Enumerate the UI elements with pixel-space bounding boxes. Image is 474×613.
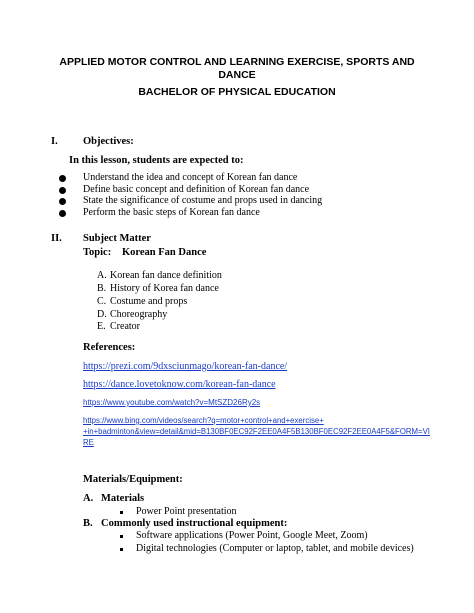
bullet-dot-icon (59, 210, 66, 217)
subject-item: History of Korea fan dance (110, 283, 219, 294)
reference-link-prezi[interactable]: https://prezi.com/9dxsciunmago/korean-fan-dance/ (83, 361, 288, 372)
bullet-square-icon (120, 535, 123, 538)
equipment-item: Software applications (Power Point, Google Meet, Zoom) (136, 530, 368, 541)
materials-b-heading: Commonly used instructional equipment: (101, 518, 288, 529)
objective-item: Define basic concept and definition of Korean fan dance (83, 184, 310, 195)
reference-link-bing-line-3[interactable]: RE (83, 438, 94, 447)
subject-item-letter: B. (97, 283, 107, 294)
subject-item-letter: A. (97, 270, 107, 281)
objective-item: State the significance of costume and props used in dancing (83, 195, 323, 206)
section-1-numeral: I. (51, 136, 58, 147)
section-2-numeral: II. (51, 233, 62, 244)
materials-a-heading: Materials (101, 493, 145, 504)
objective-item: Perform the basic steps of Korean fan dance (83, 207, 260, 218)
objective-item: Understand the idea and concept of Korean fan dance (83, 172, 298, 183)
materials-a-letter: A. (83, 493, 94, 504)
materials-b-letter: B. (83, 518, 93, 529)
reference-link-youtube[interactable]: https://www.youtube.com/watch?v=MtSZD26Ry2s (83, 398, 261, 407)
objectives-intro: In this lesson, students are expected to: (69, 155, 244, 166)
subject-item: Korean fan dance definition (110, 270, 222, 281)
bullet-dot-icon (59, 198, 66, 205)
bullet-square-icon (120, 548, 123, 551)
subject-item: Creator (110, 321, 140, 332)
subject-item-letter: D. (97, 309, 107, 320)
topic-label: Topic: (83, 247, 112, 258)
document-title-line-2: DANCE (218, 69, 256, 81)
bullet-square-icon (120, 511, 123, 514)
material-item: Power Point presentation (136, 506, 237, 517)
subject-item: Costume and props (110, 296, 188, 307)
bullet-dot-icon (59, 175, 66, 182)
objectives-heading: Objectives: (83, 136, 134, 147)
reference-link-lovetoknow[interactable]: https://dance.lovetoknow.com/korean-fan-dance (83, 379, 276, 390)
subject-item-letter: E. (97, 321, 106, 332)
bullet-dot-icon (59, 187, 66, 194)
subject-item: Choreography (110, 309, 168, 320)
references-heading: References: (83, 342, 136, 353)
materials-heading: Materials/Equipment: (83, 474, 183, 485)
reference-link-bing-line-2[interactable]: +in+badminton&view=detail&mid=B130BF0EC92F2EE0A4F5B130BF0EC92F2EE0A4F5&FORM=VI (83, 427, 430, 436)
document-subtitle: BACHELOR OF PHYSICAL EDUCATION (138, 86, 336, 98)
subject-item-letter: C. (97, 296, 107, 307)
topic-value: Korean Fan Dance (122, 247, 207, 258)
document-title-line-1: APPLIED MOTOR CONTROL AND LEARNING EXERCISE, SPORTS AND (59, 56, 415, 68)
subject-matter-heading: Subject Matter (83, 233, 151, 244)
equipment-item: Digital technologies (Computer or laptop, tablet, and mobile devices) (136, 543, 414, 554)
reference-link-bing-line-1[interactable]: https://www.bing.com/videos/search?q=motor+control+and+exercise+ (83, 416, 324, 425)
